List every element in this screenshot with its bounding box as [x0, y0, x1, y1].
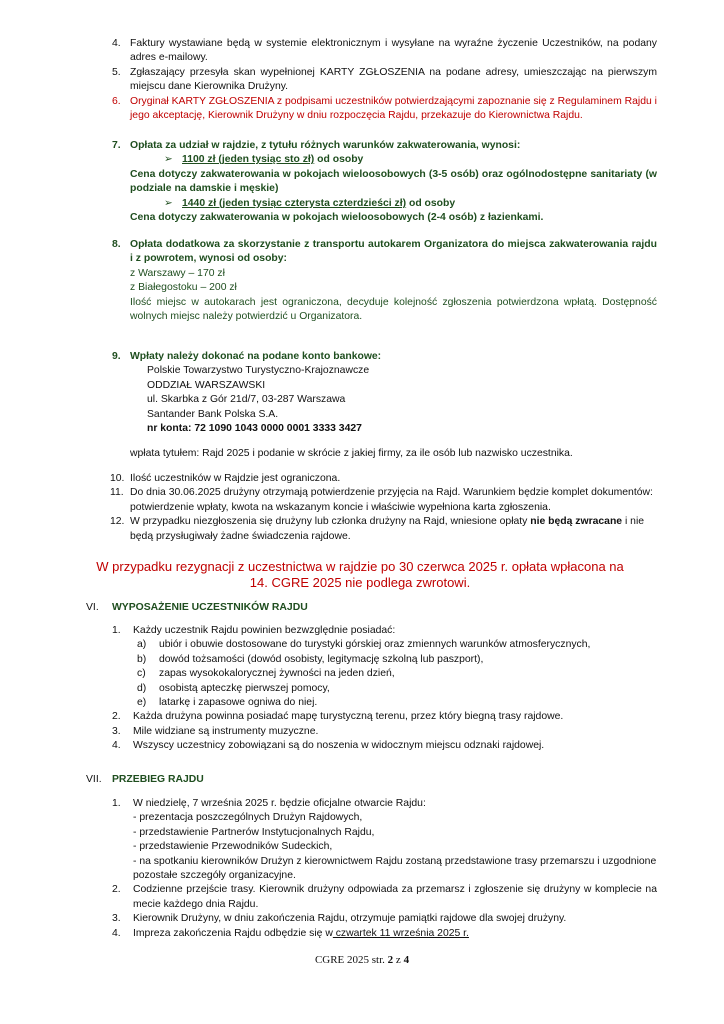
item-number: 4.: [112, 38, 121, 49]
list-item: [112, 37, 657, 66]
item-text: Ilość uczestników w Rajdzie jest ograniczona.: [130, 473, 341, 484]
bank-account-number: nr konta: 72 1090 1043 0000 0001 3333 3427: [147, 423, 362, 435]
closing-date: czwartek 11 września 2025 r.: [332, 927, 469, 939]
sub-text: zapas wysokokalorycznej żywności na jeden dzień,: [159, 668, 395, 680]
section-roman-numeral: VII.: [86, 774, 102, 785]
bank-line: ul. Skarbka z Gór 21d/7, 03-287 Warszawa: [147, 394, 346, 406]
item-8-heading: [112, 238, 657, 267]
fee-option-1-desc: Cena dotyczy zakwaterowania w pokojach wieloosobowych (3-5 osób) oraz ogólnodostępne sanitariaty (w podziale na damskie i męskie): [130, 168, 657, 195]
item-number: 12.: [110, 516, 125, 528]
item-text-part: Impreza zakończenia Rajdu odbędzie się w: [133, 927, 333, 939]
list-item: [112, 797, 657, 811]
list-item: [112, 95, 657, 124]
list-item: [112, 472, 657, 486]
page-number: 2: [387, 954, 394, 966]
fee-option-1: [164, 153, 657, 167]
sub-list-item: [137, 682, 657, 696]
fee-option-2: [164, 197, 657, 211]
section-roman-numeral: VI.: [86, 602, 99, 613]
item-number: 6.: [112, 95, 121, 107]
list-item: [112, 486, 657, 515]
list-item: [112, 739, 657, 753]
item-text: Opłata za udział w rajdzie, z tytułu różnych warunków zakwaterowania, wynosi:: [130, 140, 521, 151]
footer-label: CGRE 2025 str.: [314, 954, 388, 966]
item-text: Opłata dodatkowa za skorzystanie z transportu autokarem Organizatora do miejsca zakwaterowania rajdu i z powrotem, wynosi od osoby:: [130, 239, 657, 265]
item-number: 3.: [112, 913, 121, 925]
section-title: PRZEBIEG RAJDU: [112, 774, 204, 785]
sub-text: latarkę i zapasowe ogniwa do niej.: [159, 697, 318, 709]
fee-suffix: od osoby: [314, 154, 364, 166]
item-text: [130, 515, 657, 544]
bank-line: Polskie Towarzystwo Turystyczno-Krajoznawcze: [147, 365, 370, 377]
fee-price: 1440 zł (jeden tysiąc czterysta czterdzieści zł): [182, 197, 407, 209]
arrow-bullet-icon: ➢: [164, 154, 173, 166]
transport-line: z Warszawy – 170 zł: [130, 267, 225, 279]
section-title: WYPOSAŻENIE UCZESTNIKÓW RAJDU: [112, 602, 308, 613]
section-7-heading: [86, 773, 204, 787]
item-text: [133, 927, 657, 941]
list-item: [112, 66, 657, 95]
item-number: 4.: [112, 927, 121, 939]
item-number: 1.: [112, 625, 121, 636]
item-text: W niedzielę, 7 września 2025 r. będzie oficjalne otwarcie Rajdu:: [133, 798, 426, 809]
sub-list-item: [137, 653, 657, 667]
arrow-bullet-icon: ➢: [164, 197, 173, 209]
item-number: 3.: [112, 725, 121, 737]
item-text: Codzienne przejście trasy. Kierownik drużyny odpowiada za przemarsz i zgłoszenie się drużyny w komplecie na mecie każdego dnia Rajdu.: [133, 884, 657, 910]
sub-letter: c): [137, 668, 146, 680]
opening-line: - prezentacja poszczególnych Drużyn Rajdowych,: [133, 812, 363, 824]
sub-text: dowód tożsamości (dowód osobisty, legitymację szkolną lub paszport),: [159, 653, 484, 665]
item-text-part: i nie będą przysługiwały żadne świadczenia rajdowe.: [130, 516, 645, 542]
sub-text: ubiór i obuwie dostosowane do turystyki górskiej oraz zmiennych warunków atmosferycznych,: [159, 639, 591, 651]
item-number: 5.: [112, 66, 121, 78]
fee-price: 1100 zł (jeden tysiąc sto zł): [182, 154, 315, 166]
item-number: 10.: [110, 473, 125, 484]
transport-note: Ilość miejsc w autokarach jest ograniczona, decyduje kolejność zgłoszenia potwierdzona wpłatą. Dostępność wolnych miejsc należy potwierdzić u Organizatora.: [130, 296, 657, 323]
item-text-part: W przypadku niezgłoszenia się drużyny lub członka drużyny na Rajd, wniesione opłaty: [130, 516, 531, 528]
item-7-fee: [112, 139, 657, 225]
item-text: Mile widziane są instrumenty muzyczne.: [133, 725, 319, 737]
page-total: 4: [403, 954, 410, 966]
item-9-heading: [112, 350, 657, 364]
item-text: Każdy uczestnik Rajdu powinien bezwzględnie posiadać:: [133, 625, 396, 636]
sub-text: osobistą apteczkę pierwszej pomocy,: [159, 682, 330, 694]
list-item: [112, 927, 657, 941]
sub-letter: a): [137, 639, 147, 651]
opening-line: - przedstawienie Partnerów Instytucjonalnych Rajdu,: [133, 826, 375, 838]
item-number: 9.: [112, 351, 121, 362]
item-text: Wszyscy uczestnicy zobowiązani są do noszenia w widocznym miejscu odznaki rajdowej.: [133, 740, 545, 752]
item-number: 2.: [112, 711, 121, 723]
section-6-list: [112, 624, 657, 754]
sub-letter: e): [137, 697, 147, 709]
list-bottom: [112, 472, 657, 544]
transport-line: z Białegostoku – 200 zł: [130, 282, 237, 294]
list-item: [112, 710, 657, 724]
item-8-transport: [112, 238, 657, 324]
item-number: 7.: [112, 140, 121, 151]
item-number: 11.: [110, 487, 124, 499]
section-7-list: [112, 797, 657, 941]
item-text: Oryginał KARTY ZGŁOSZENIA z podpisami uczestników potwierdzającymi zapoznanie się z Regulaminem Rajdu i jego akceptację, Kierownik Drużyny w dniu rozpoczęcia Rajdu, przekazuje do Kierownictwa Rajdu.: [130, 95, 657, 122]
item-9-bank: [112, 350, 657, 462]
equipment-sublist: [137, 638, 657, 710]
list-top: [112, 37, 657, 123]
page-footer: [0, 953, 724, 967]
item-text: Każda drużyna powinna posiadać mapę turystyczną terenu, przez który biegną trasy rajdowe.: [133, 711, 564, 723]
list-item: [112, 725, 657, 739]
sub-list-item: [137, 638, 657, 652]
item-7-heading: [112, 139, 657, 153]
refund-notice: W przypadku rezygnacji z uczestnictwa w rajdzie po 30 czerwca 2025 r. opłata wpłacona na 14. CGRE 2025 nie podlega zwrotowi.: [96, 559, 624, 590]
list-item: [112, 883, 657, 912]
bank-line: ODDZIAŁ WARSZAWSKI: [147, 379, 266, 391]
list-item: [112, 912, 657, 926]
item-text: Wpłaty należy dokonać na podane konto bankowe:: [130, 351, 382, 362]
list-item: [112, 624, 657, 638]
section-6-heading: [86, 601, 308, 615]
bank-line: Santander Bank Polska S.A.: [147, 408, 279, 420]
item-number: 2.: [112, 884, 121, 896]
item-number: 4.: [112, 740, 121, 752]
item-text: Zgłaszający przesyła skan wypełnionej KARTY ZGŁOSZENIA na podane adresy, umieszczając na pierwszym miejscu dane Kierownika Drużyny.: [130, 66, 657, 93]
transfer-title-note: wpłata tytułem: Rajd 2025 i podanie w skrócie z jakiej firmy, za ile osób lub nazwisko uczestnika.: [130, 448, 573, 460]
fee-option-2-desc: Cena dotyczy zakwaterowania w pokojach wieloosobowych (2-4 osób) z łazienkami.: [130, 212, 544, 224]
opening-line: - przedstawienie Przewodników Sudeckich,: [133, 841, 333, 853]
opening-line: - na spotkaniu kierowników Drużyn z kierownictwem Rajdu zostaną przedstawione trasy przemarszu i uzgodnione pozostałe szczegóły organizacyjne.: [133, 855, 657, 882]
sub-list-item: [137, 667, 657, 681]
sub-list-item: [137, 696, 657, 710]
item-number: 8.: [112, 239, 121, 250]
item-text: Faktury wystawiane będą w systemie elektronicznym i wysyłane na wyraźne życzenie Uczestników, na podany adres e-mailowy.: [130, 38, 657, 64]
item-text: Kierownik Drużyny, w dniu zakończenia Rajdu, otrzymuje pamiątki rajdowe dla swojej drużyny.: [133, 913, 567, 925]
item-number: 1.: [112, 798, 121, 809]
sub-letter: d): [137, 682, 147, 694]
sub-letter: b): [137, 653, 147, 665]
fee-suffix: od osoby: [406, 197, 456, 209]
no-refund-emphasis: nie będą zwracane: [530, 516, 623, 528]
footer-sep: z: [393, 954, 404, 966]
item-text: Do dnia 30.06.2025 drużyny otrzymają potwierdzenie przyjęcia na Rajd. Warunkiem będzie komplet dokumentów: potwierdzenie wpłaty, kwota na wskazanym koncie i właściwie wypełniona karta zgłoszenia.: [130, 487, 653, 513]
list-item: [112, 515, 657, 544]
